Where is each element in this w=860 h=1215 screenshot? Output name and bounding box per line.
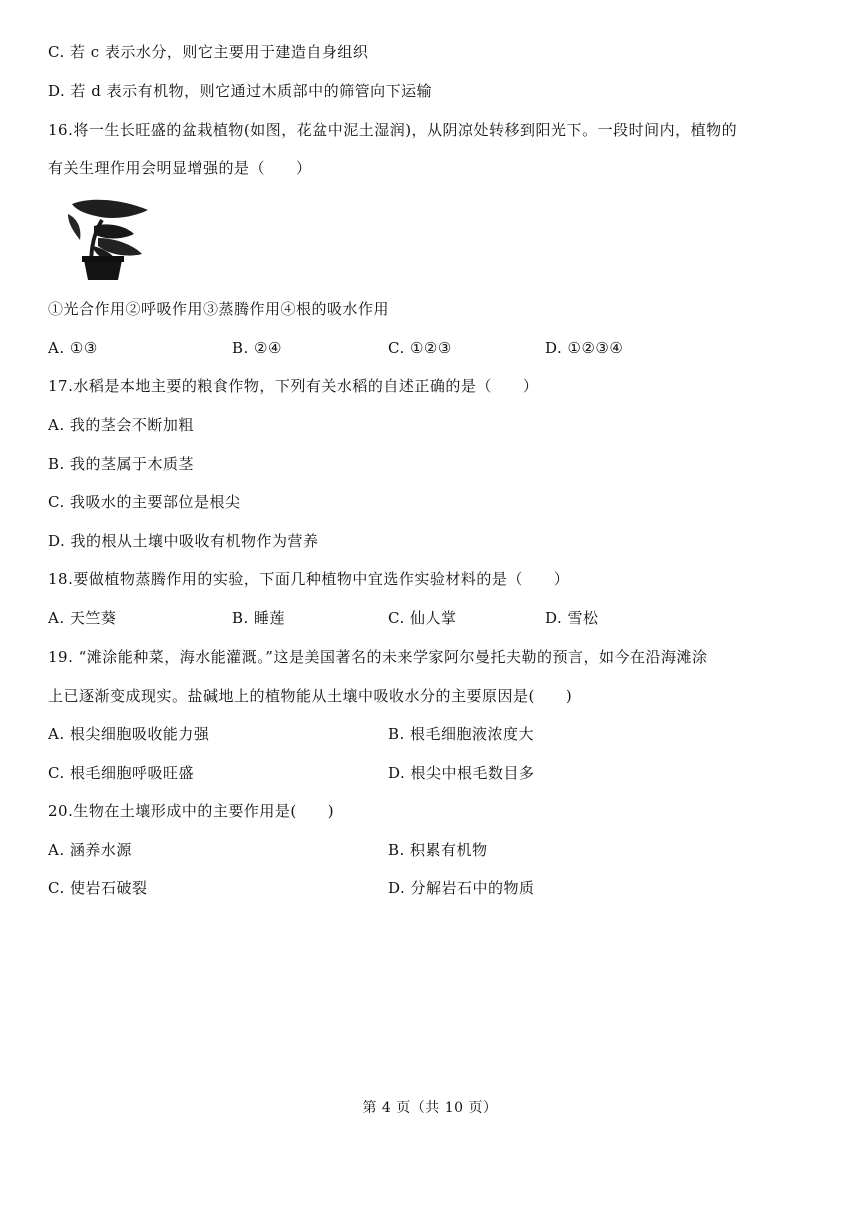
q16-option-c: C. ①②③ [388, 339, 452, 357]
q17-option-a: A. 我的茎会不断加粗 [48, 416, 194, 434]
q16-stem-line2: 有关生理作用会明显增强的是（ ） [48, 159, 312, 177]
q17-stem: 17.水稻是本地主要的粮食作物，下列有关水稻的自述正确的是（ ） [48, 377, 539, 395]
q18-option-a: A. 天竺葵 [48, 609, 117, 627]
q19-option-c: C. 根毛细胞呼吸旺盛 [48, 764, 194, 782]
q16-option-b: B. ②④ [232, 339, 282, 357]
q19-option-a: A. 根尖细胞吸收能力强 [48, 725, 210, 743]
q18-stem: 18.要做植物蒸腾作用的实验，下面几种植物中宜选作实验材料的是（ ） [48, 570, 570, 588]
q18-option-b: B. 睡莲 [232, 609, 286, 627]
q16-option-d: D. ①②③④ [545, 339, 624, 357]
q15-option-d: D. 若 d 表示有机物，则它通过木质部中的筛管向下运输 [48, 82, 433, 100]
q20-option-a: A. 涵养水源 [48, 841, 132, 859]
q19-option-b: B. 根毛细胞液浓度大 [388, 725, 535, 743]
q19-stem-line2: 上已逐渐变成现实。盐碱地上的植物能从土壤中吸收水分的主要原因是( ) [48, 687, 573, 705]
q16-items: ①光合作用②呼吸作用③蒸腾作用④根的吸水作用 [48, 300, 390, 318]
q17-option-c: C. 我吸水的主要部位是根尖 [48, 493, 241, 511]
q20-option-c: C. 使岩石破裂 [48, 879, 148, 897]
q20-stem: 20.生物在土壤形成中的主要作用是( ) [48, 802, 335, 820]
q20-option-b: B. 积累有机物 [388, 841, 488, 859]
q16-option-a: A. ①③ [48, 339, 98, 357]
q20-option-d: D. 分解岩石中的物质 [388, 879, 535, 897]
q16-stem-line1: 16.将一生长旺盛的盆栽植物(如图，花盆中泥土湿润)，从阴凉处转移到阳光下。一段时间内，植物的 [48, 121, 738, 139]
q19-option-d: D. 根尖中根毛数目多 [388, 764, 535, 782]
q18-option-c: C. 仙人掌 [388, 609, 457, 627]
potted-plant-icon [62, 196, 154, 282]
q18-option-d: D. 雪松 [545, 609, 599, 627]
q17-option-b: B. 我的茎属于木质茎 [48, 455, 195, 473]
page-number-footer: 第 4 页（共 10 页） [362, 1100, 498, 1116]
q15-option-c: C. 若 c 表示水分，则它主要用于建造自身组织 [48, 43, 369, 61]
q17-option-d: D. 我的根从土壤中吸收有机物作为营养 [48, 532, 319, 550]
q19-stem-line1: 19. “滩涂能种菜，海水能灌溉。”这是美国著名的未来学家阿尔曼托夫勒的预言，如今在沿海滩涂 [48, 648, 708, 666]
